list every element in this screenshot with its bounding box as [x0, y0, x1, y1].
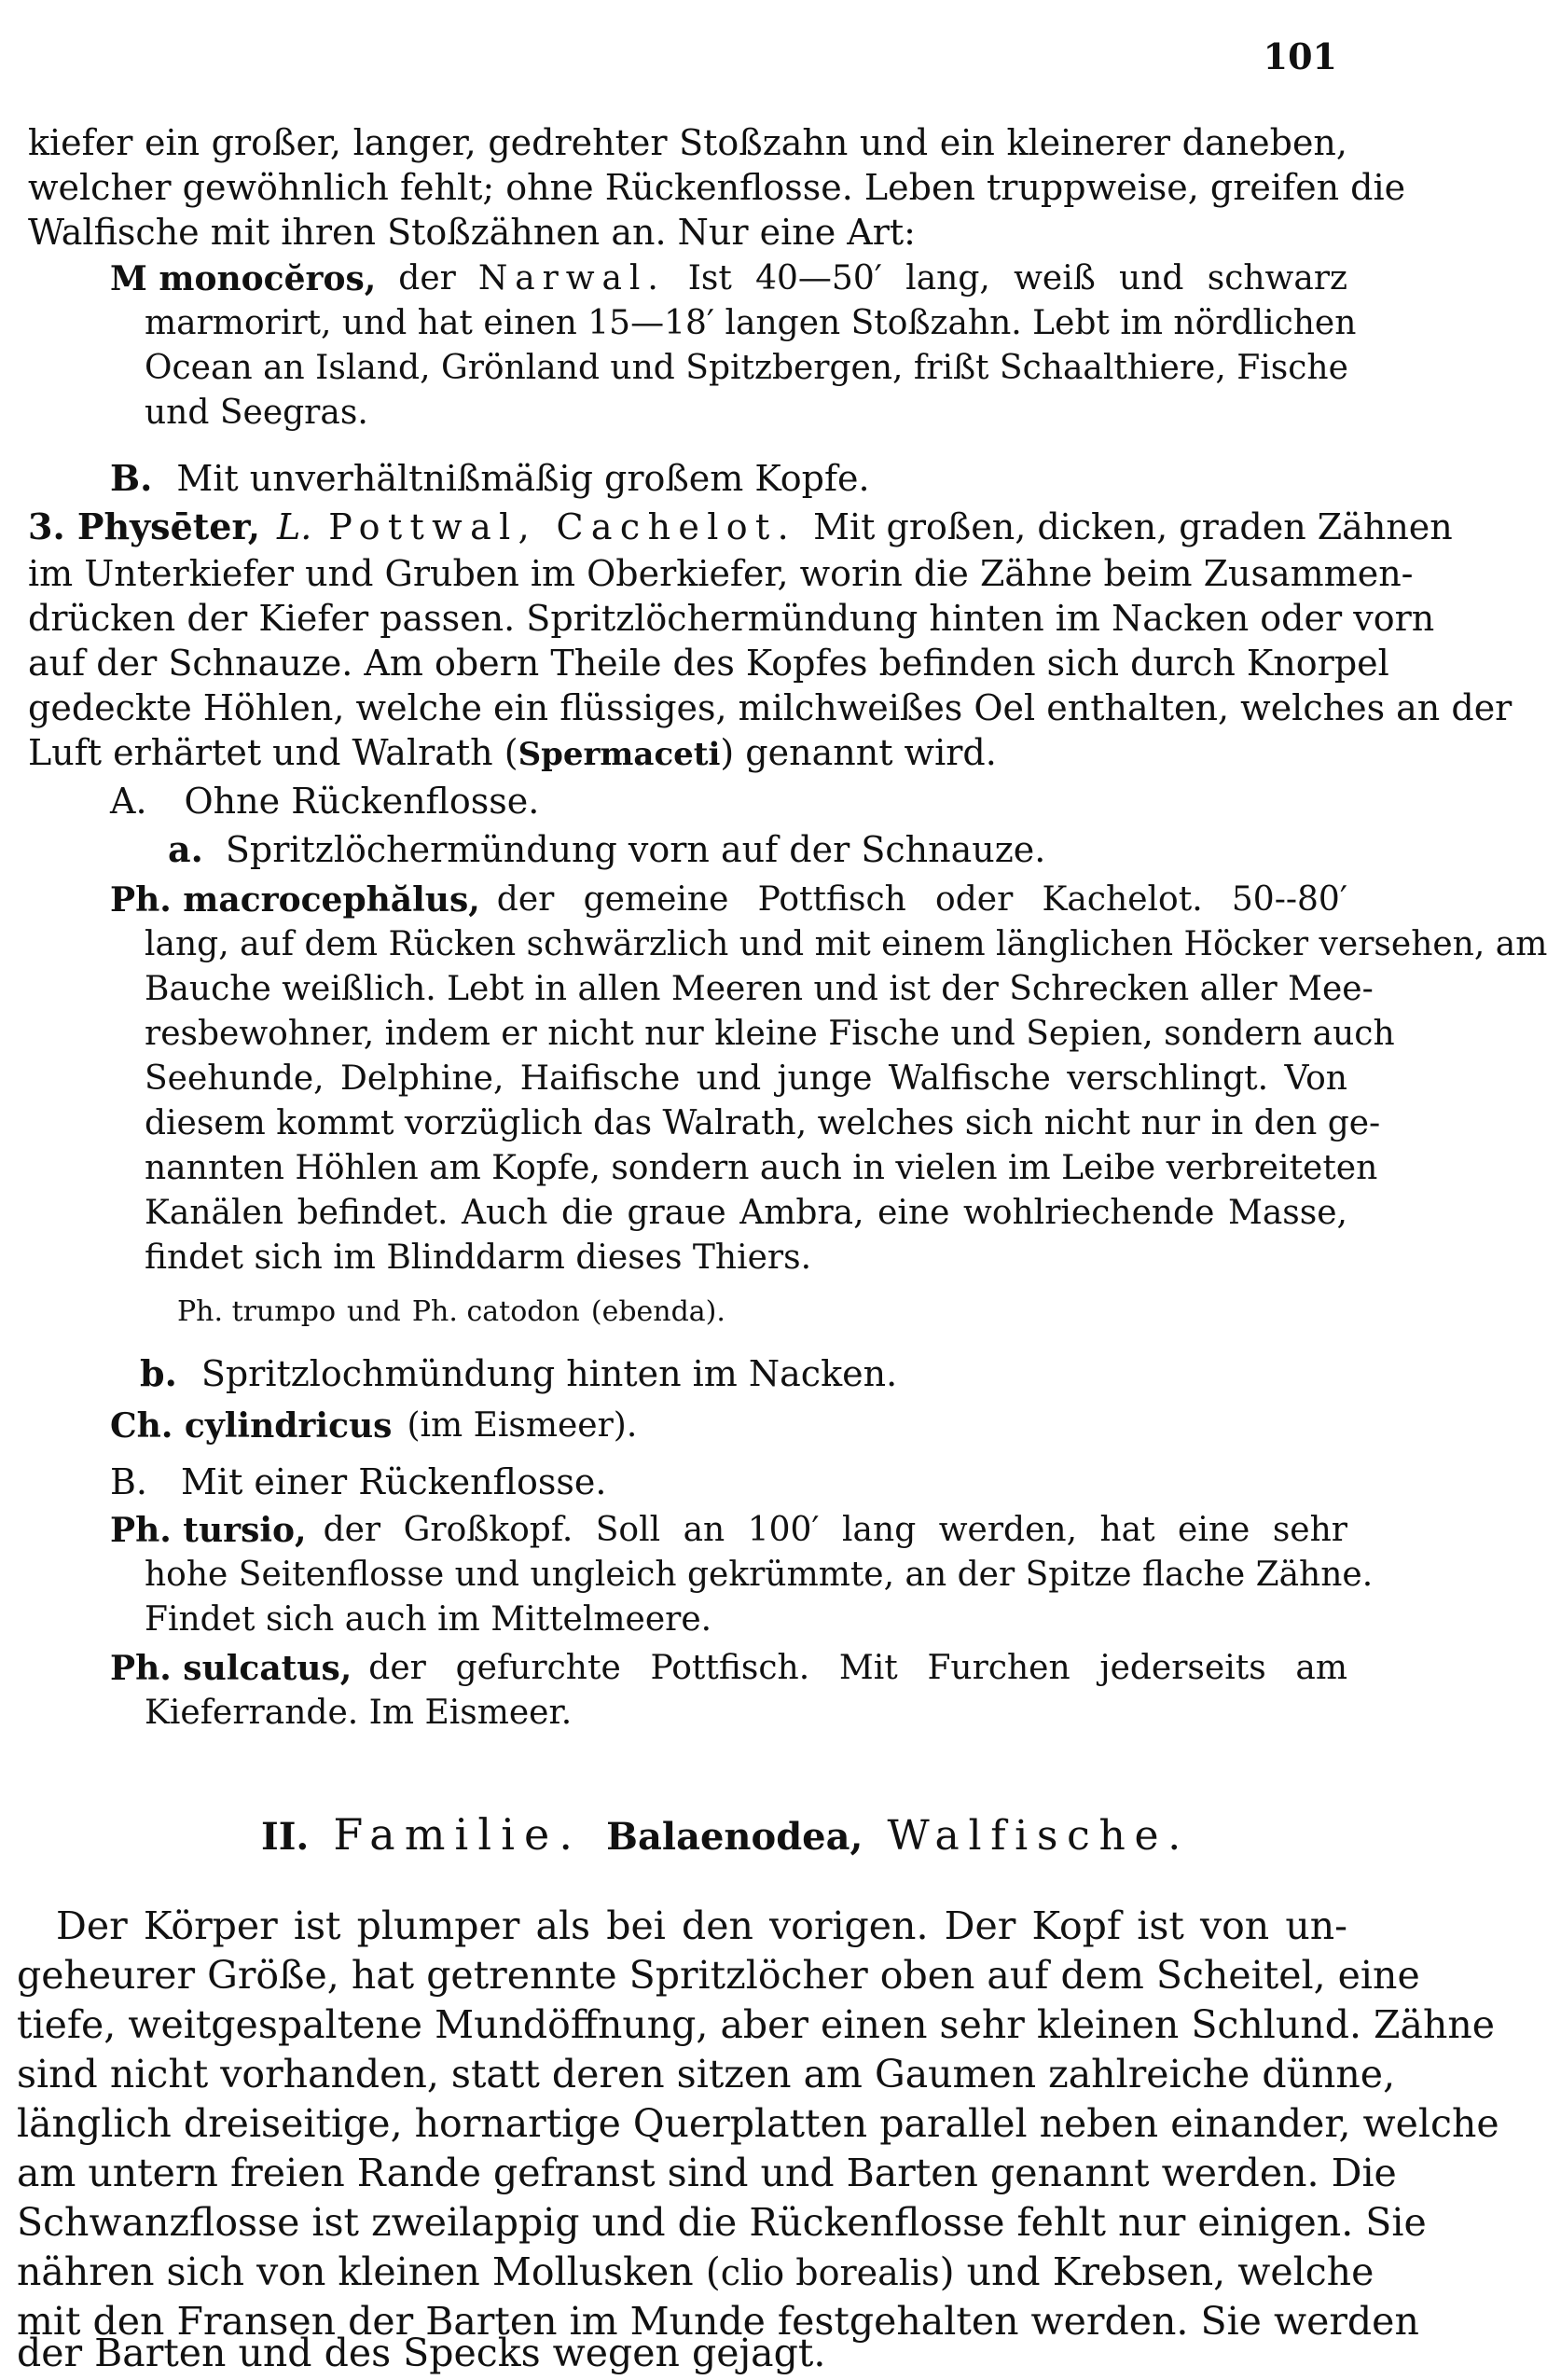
text-line: Kanälen befindet. Auch die graue Ambra, eine wohlriechende Masse,: [145, 1194, 1347, 1232]
subsection-heading: [168, 828, 1045, 871]
text-line: Findet sich auch im Mittelmeere.: [145, 1600, 712, 1639]
text-line: [28, 731, 997, 776]
text-line: hohe Seitenflosse und ungleich gekrümmte, an der Spitze flache Zähne.: [145, 1556, 1374, 1594]
subsection-key: A.: [110, 781, 147, 822]
text-line: mit den Fransen der Barten im Munde festgehalten werden. Sie werden: [17, 2299, 1419, 2344]
text-line: sind nicht vorhanden, statt deren sitzen am Gaumen zahlreiche dünne,: [17, 2052, 1396, 2096]
text-line: lang, auf dem Rücken schwärzlich und mit einem länglichen Höcker versehen, am: [145, 925, 1547, 963]
species-entry: [110, 1509, 1347, 1552]
text-line: welcher gewöhnlich fehlt; ohne Rückenflosse. Leben truppweise, greifen die: [28, 167, 1406, 208]
text-line: Schwanzflosse ist zweilappig und die Rückenflosse fehlt nur einigen. Sie: [17, 2200, 1427, 2245]
subsection-key: B.: [110, 1461, 148, 1502]
family-common-name: Walfische.: [887, 1812, 1190, 1860]
text-line: gedeckte Höhlen, welche ein flüssiges, milchweißes Oel enthalten, welches an der: [28, 687, 1512, 728]
species-name: Ph. catodon: [411, 1295, 580, 1328]
text-line: diesem kommt vorzüglich das Walrath, welches sich nicht nur in den ge-: [145, 1104, 1381, 1142]
text-line: tiefe, weitgespaltene Mundöffnung, aber einen sehr kleinen Schlund. Zähne: [17, 2002, 1496, 2047]
latin-term: clio borealis: [720, 2252, 940, 2293]
common-name: Pottwal, Cachelot.: [328, 506, 797, 547]
subsection-text: Mit einer Rückenflosse.: [181, 1461, 607, 1502]
text-line: länglich dreiseitige, hornartige Querplatten parallel neben einander, welche: [17, 2101, 1499, 2146]
species-entry: [110, 1404, 637, 1447]
text-line: im Unterkiefer und Gruben im Oberkiefer, worin die Zähne beim Zusammen-: [28, 553, 1414, 594]
subsection-text: Spritzlöchermündung vorn auf der Schnauze.: [225, 829, 1046, 870]
species-entry: [110, 257, 1347, 300]
habitat: (im Eismeer).: [407, 1406, 638, 1445]
family-latin-name: Balaenodea,: [606, 1815, 863, 1859]
subsection-heading: [140, 1352, 897, 1395]
genus-name: 3. Physēter,: [28, 505, 260, 547]
text-line: geheurer Größe, hat getrennte Spritzlöcher oben auf dem Scheitel, eine: [17, 1953, 1420, 1998]
subsection-heading: [110, 780, 539, 823]
connector: und: [347, 1295, 401, 1328]
genus-author: L.: [276, 506, 312, 547]
latin-term: Spermaceti: [518, 736, 721, 773]
common-name: Narwal.: [477, 259, 666, 298]
species-article: der: [398, 259, 456, 298]
subsection-text: Spritzlochmündung hinten im Nacken.: [200, 1353, 898, 1394]
section-text: Mit unverhältnißmäßig großem Kopfe.: [176, 458, 870, 499]
species-name: Ph. sulcatus,: [110, 1649, 352, 1688]
text-line: und Seegras.: [145, 394, 368, 432]
subsection-key: b.: [140, 1352, 177, 1394]
subsection-key: a.: [168, 828, 203, 870]
page-number: 101: [1263, 35, 1337, 77]
text-part: ) genannt wird.: [720, 732, 997, 773]
species-note: [177, 1291, 725, 1334]
species-name: M monocĕros,: [110, 259, 377, 298]
text-line: resbewohner, indem er nicht nur kleine Fische und Sepien, sondern auch: [145, 1015, 1395, 1053]
text-line: der gefurchte Pottfisch. Mit Furchen jederseits am: [368, 1649, 1347, 1687]
family-number: II.: [261, 1815, 310, 1859]
subsection-text: Ohne Rückenflosse.: [184, 781, 540, 822]
text-line: findet sich im Blinddarm dieses Thiers.: [145, 1238, 812, 1277]
text-line: auf der Schnauze. Am obern Theile des Kopfes befinden sich durch Knorpel: [28, 643, 1389, 684]
species-name: Ch. cylindricus: [110, 1406, 393, 1446]
text-part: ) und Krebsen, welche: [939, 2249, 1374, 2294]
text-line-last: der Barten und des Specks wegen gejagt.: [17, 2331, 826, 2375]
text-line: nannten Höhlen am Kopfe, sondern auch in vielen im Leibe verbreiteten: [145, 1149, 1378, 1187]
text-line: der Großkopf. Soll an 100′ lang werden, hat eine sehr: [323, 1511, 1347, 1549]
text-line: Der Körper ist plumper als bei den vorigen. Der Kopf ist von un-: [56, 1903, 1347, 1948]
text-line: Mit großen, dicken, graden Zähnen: [813, 506, 1453, 547]
text-line: Kieferrande. Im Eismeer.: [145, 1694, 573, 1732]
text-line: Bauche weißlich. Lebt in allen Meeren und ist der Schrecken aller Mee-: [145, 970, 1374, 1008]
text-line: Ocean an Island, Grönland und Spitzbergen, frißt Schaalthiere, Fische: [145, 349, 1348, 387]
text-line: Walfische mit ihren Stoßzähnen an. Nur eine Art:: [28, 212, 916, 253]
section-heading: [110, 457, 870, 500]
text-line: marmorirt, und hat einen 15—18′ langen Stoßzahn. Lebt im nördlichen: [145, 304, 1357, 342]
species-name: Ph. tursio,: [110, 1511, 307, 1550]
species-name: Ph. macrocephălus,: [110, 880, 480, 920]
text-line: Ist 40—50′ lang, weiß und schwarz: [687, 259, 1347, 298]
text-line: kiefer ein großer, langer, gedrehter Stoßzahn und ein kleinerer daneben,: [28, 122, 1347, 163]
text-part: nähren sich von kleinen Mollusken (: [17, 2249, 721, 2294]
text-line: drücken der Kiefer passen. Spritzlöchermündung hinten im Nacken oder vorn: [28, 598, 1435, 639]
text-line: [17, 2249, 1374, 2294]
species-entry: [110, 879, 1347, 921]
species-entry: [110, 1647, 1347, 1690]
habitat: (ebenda).: [590, 1295, 725, 1328]
species-name: Ph. trumpo: [177, 1295, 337, 1328]
family-heading: [261, 1809, 1190, 1860]
section-key: B.: [110, 457, 153, 499]
text-line: der gemeine Pottfisch oder Kachelot. 50--80′: [496, 880, 1347, 919]
text-line: Seehunde, Delphine, Haifische und junge Walfische verschlingt. Von: [145, 1059, 1347, 1098]
genus-entry: [28, 505, 1453, 548]
text-line: am untern freien Rande gefranst sind und Barten genannt werden. Die: [17, 2151, 1397, 2195]
family-word: Familie.: [333, 1809, 583, 1860]
subsection-heading: [110, 1460, 606, 1503]
text-part: Luft erhärtet und Walrath (: [28, 732, 518, 773]
